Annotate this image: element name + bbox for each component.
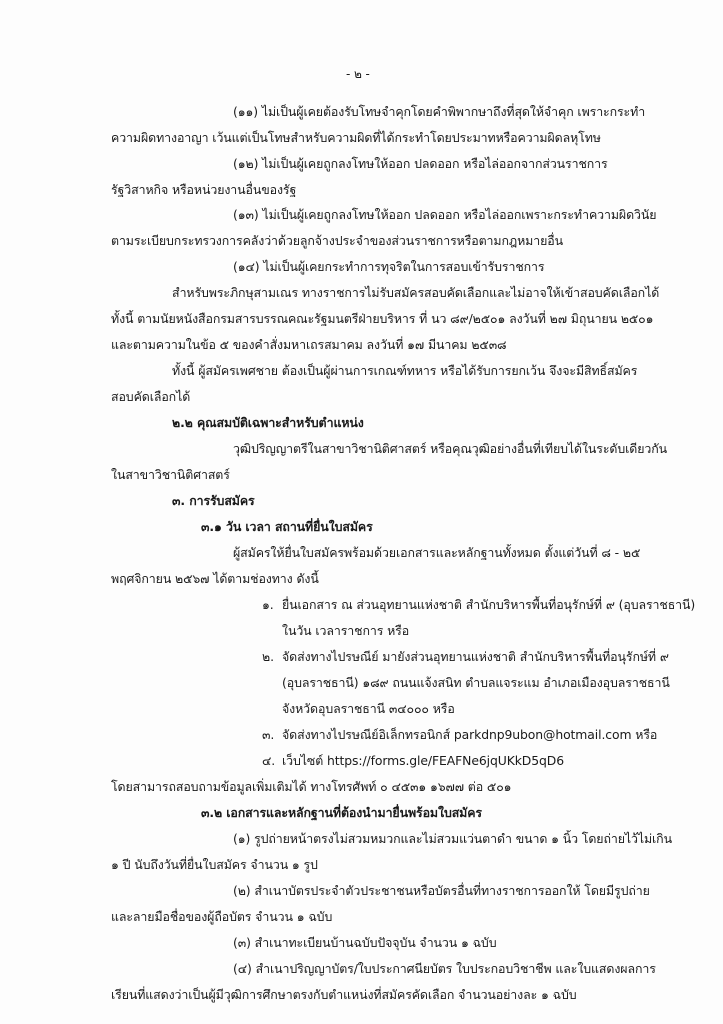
section-3-1-heading: ๓.๑ วัน เวลา สถานที่ยื่นใบสมัคร (201, 519, 373, 534)
section-3-1-intro-1: ผู้สมัครให้ยื่นใบสมัครพร้อมด้วยเอกสารและหลักฐานทั้งหมด ตั้งแต่วันที่ ๘ - ๒๕ (233, 545, 641, 560)
option-1-number: ๑. (262, 597, 274, 612)
contact-phone: โดยสามารถสอบถามข้อมูลเพิ่มเติมได้ ทางโทรศัพท์ ๐ ๔๕๓๑ ๑๖๗๗ ต่อ ๕๐๑ (111, 779, 512, 794)
document-3: (๓) สำเนาทะเบียนบ้านฉบับปัจจุบัน จำนวน ๑ ฉบับ (233, 935, 497, 950)
option-4-website: เว็บไซต์ https://forms.gle/FEAFNe6jqUKkD5qD6 (282, 753, 565, 768)
section-2-2-line-2: ในสาขาวิชานิติศาสตร์ (111, 467, 230, 482)
monks-line-1: สำหรับพระภิกษุสามเณร ทางราชการไม่รับสมัครสอบคัดเลือกและไม่อาจให้เข้าสอบคัดเลือกได้ (172, 285, 660, 300)
qualification-14: (๑๔) ไม่เป็นผู้เคยกระทำการทุจริตในการสอบเข้ารับราชการ (233, 259, 545, 274)
document-4-line-1: (๔) สำเนาปริญญาบัตร/ใบประกาศนียบัตร ใบประกอบวิชาชีพ และใบแสดงผลการ (233, 961, 656, 976)
qualification-13-line-1: (๑๓) ไม่เป็นผู้เคยถูกลงโทษให้ออก ปลดออก หรือไล่ออกเพราะกระทำความผิดวินัย (233, 207, 657, 222)
document-2-line-1: (๒) สำเนาบัตรประจำตัวประชาชนหรือบัตรอื่นที่ทางราชการออกให้ โดยมีรูปถ่าย (233, 883, 650, 898)
option-3-number: ๓. (262, 727, 275, 742)
option-3-email: จัดส่งทางไปรษณีย์อิเล็กทรอนิกส์ parkdnp9ubon@hotmail.com หรือ (282, 727, 658, 742)
page-number: - ๒ - (346, 67, 370, 81)
section-2-2-heading: ๒.๒ คุณสมบัติเฉพาะสำหรับตำแหน่ง (172, 415, 364, 430)
option-4-number: ๔. (262, 753, 276, 768)
male-military-line-1: ทั้งนี้ ผู้สมัครเพศชาย ต้องเป็นผู้ผ่านการเกณฑ์ทหาร หรือได้รับการยกเว้น จึงจะมีสิทธิ์สมัคร (172, 363, 638, 378)
document-1-line-1: (๑) รูปถ่ายหน้าตรงไม่สวมหมวกและไม่สวมแว่นตาดำ ขนาด ๑ นิ้ว โดยถ่ายไว้ไม่เกิน (233, 831, 672, 846)
option-1-line-2: ในวัน เวลาราชการ หรือ (282, 623, 410, 638)
male-military-line-2: สอบคัดเลือกได้ (111, 389, 191, 404)
document-4-line-2: เรียนที่แสดงว่าเป็นผู้มีวุฒิการศึกษาตรงกับตำแหน่งที่สมัครคัดเลือก จำนวนอย่างละ ๑ ฉบับ (111, 987, 577, 1002)
monks-line-3: และตามความในข้อ ๕ ของคำสั่งมหาเถรสมาคม ลงวันที่ ๑๗ มีนาคม ๒๕๓๘ (111, 337, 507, 352)
qualification-11-line-1: (๑๑) ไม่เป็นผู้เคยต้องรับโทษจำคุกโดยคำพิพากษาถึงที่สุดให้จำคุก เพราะกระทำ (233, 104, 646, 119)
qualification-13-line-2: ตามระเบียบกระทรวงการคลังว่าด้วยลูกจ้างประจำของส่วนราชการหรือตามกฎหมายอื่น (111, 233, 563, 248)
option-2-number: ๒. (262, 649, 274, 664)
qualification-12-line-2: รัฐวิสาหกิจ หรือหน่วยงานอื่นของรัฐ (111, 182, 297, 197)
section-2-2-line-1: วุฒิปริญญาตรีในสาขาวิชานิติศาสตร์ หรือคุณวุฒิอย่างอื่นที่เทียบได้ในระดับเดียวกัน (233, 441, 667, 456)
section-3-2-heading: ๓.๒ เอกสารและหลักฐานที่ต้องนำมายื่นพร้อมใบสมัคร (201, 805, 482, 820)
option-2-line-1: จัดส่งทางไปรษณีย์ มายังส่วนอุทยานแห่งชาติ สำนักบริหารพื้นที่อนุรักษ์ที่ ๙ (282, 649, 669, 664)
option-1-line-1: ยื่นเอกสาร ณ ส่วนอุทยานแห่งชาติ สำนักบริหารพื้นที่อนุรักษ์ที่ ๙ (อุบลราชธานี) (282, 597, 696, 612)
document-2-line-2: และลายมือชื่อของผู้ถือบัตร จำนวน ๑ ฉบับ (111, 909, 333, 924)
option-2-line-2: (อุบลราชธานี) ๑๘๙ ถนนแจ้งสนิท ตำบลแจระแม อำเภอเมืองอุบลราชธานี (282, 675, 670, 690)
qualification-12-line-1: (๑๒) ไม่เป็นผู้เคยถูกลงโทษให้ออก ปลดออก หรือไล่ออกจากส่วนราชการ (233, 156, 608, 171)
section-3-heading: ๓. การรับสมัคร (172, 493, 255, 508)
monks-line-2: ทั้งนี้ ตามนัยหนังสือกรมสารบรรณคณะรัฐมนตรีฝ่ายบริหาร ที่ นว ๘๙/๒๕๐๑ ลงวันที่ ๒๗ มิถุนายน ๒๕๐๑ (111, 311, 654, 326)
option-2-line-3: จังหวัดอุบลราชธานี ๓๔๐๐๐ หรือ (282, 701, 455, 716)
section-3-1-intro-2: พฤศจิกายน ๒๕๖๗ ได้ตามช่องทาง ดังนี้ (111, 571, 319, 586)
document-1-line-2: ๑ ปี นับถึงวันที่ยื่นใบสมัคร จำนวน ๑ รูป (111, 857, 318, 872)
qualification-11-line-2: ความผิดทางอาญา เว้นแต่เป็นโทษสำหรับความผิดที่ได้กระทำโดยประมาทหรือความผิดลหุโทษ (111, 130, 601, 145)
